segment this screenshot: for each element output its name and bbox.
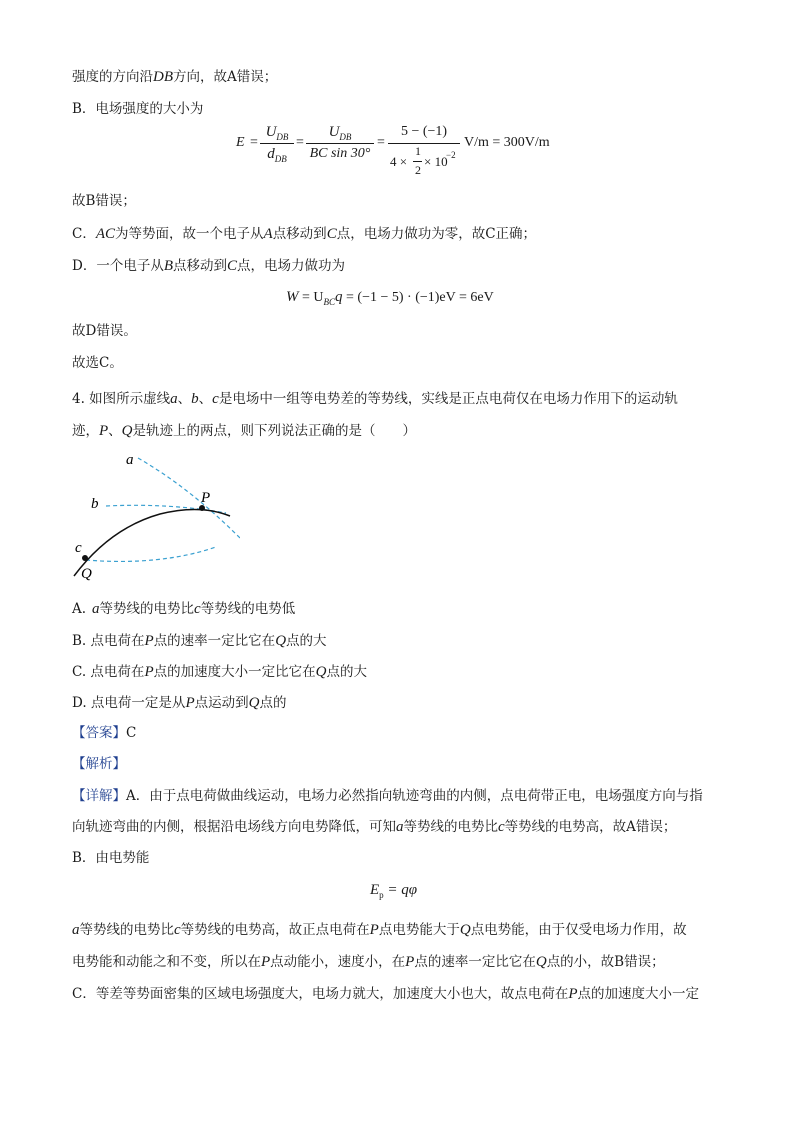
label-P: P [201,490,211,506]
var: P [144,664,154,680]
option-D [72,694,286,712]
var: Q [248,695,260,711]
text: 点运动到 [194,695,249,711]
text: B．由电势能 [72,850,150,866]
sub: DB [339,131,352,142]
text: 是电场中一组等电势差的等势线，实线是正点电荷仅在电场力作用下的运动轨 [218,391,678,407]
option-C [72,663,367,681]
text: 点电势能大于 [378,922,460,938]
var: a [396,819,404,835]
var: P [144,633,154,649]
var: P [261,954,271,970]
frac2-den: BC sin 30° [309,146,371,161]
text: 点，电场力做功为零，故C正确； [336,226,537,242]
var: c [498,819,505,835]
equation-potential-energy [370,882,417,900]
var: C [227,258,238,274]
text: 点，电场力做功为 [237,258,346,274]
text: 强度的方向沿 [72,69,153,85]
text: 点的大 [326,664,367,680]
detail-line-6 [72,985,699,1003]
line-5 [72,257,345,275]
var: P [369,922,379,938]
var: a [92,601,100,617]
text: 等势线的电势高，故正点电荷在 [180,922,370,938]
answer-line [72,724,136,742]
var: AC [95,226,116,242]
point-Q [82,555,88,561]
var: C [326,226,337,242]
text: 等势线的电势高，故A错误； [504,819,677,835]
var: a [170,391,178,407]
var: B [163,258,173,274]
trajectory-curve [74,509,230,576]
eq-sign: = [296,135,304,150]
var: Q [315,664,327,680]
text: 等势线的电势低 [200,601,296,617]
text: 点移动到 [173,258,227,274]
line-7 [72,354,123,372]
dashed-line-a [138,458,240,538]
text: 等势线的电势比 [99,601,195,617]
option-B [72,632,327,650]
text: C．等差等势面密集的区域电场强度大，电场力就大，加速度大小也大，故点电荷在 [72,986,569,1002]
text: 迹， [72,423,99,439]
text: 点的速率一定比它在 [153,633,276,649]
eq-E: E [236,135,245,150]
text: 点的 [259,695,287,711]
var: Q [535,954,547,970]
text: 点动能小，速度小，在 [270,954,406,970]
answer-label: 【答案】 [72,725,126,741]
question-4-line-1 [72,390,678,408]
text: 点移动到 [272,226,327,242]
text: 故选C。 [72,355,123,371]
text: 故D错误。 [72,323,137,339]
analysis-line [72,755,126,773]
text: 为等势面，故一个电子从 [115,226,264,242]
text: 方向，故A错误； [173,69,278,85]
text: B. 点电荷在 [72,633,145,649]
var: Q [275,633,287,649]
var: c [194,601,201,617]
text: = U [298,290,324,305]
U: U [265,124,277,140]
text: 点的加速度大小一定 [577,986,700,1002]
text: 点的速率一定比它在 [414,954,536,970]
label-c: c [75,540,82,556]
text: 点的小，故B错误； [546,954,665,970]
frac3-den-a: 4 × [390,154,408,169]
text: 等势线的电势比 [79,922,174,938]
text: 点电势能，由于仅受电场力作用，故 [470,922,687,938]
var: A [263,226,273,242]
label-b: b [91,496,99,512]
var: c [212,391,219,407]
q: q [335,289,343,305]
var: P [568,986,578,1002]
frac3-bar [388,143,460,144]
text: C． [72,226,96,242]
question-4-line-2 [72,422,416,440]
label-Q: Q [81,566,92,582]
half-num: 1 [415,144,421,158]
line-1 [72,68,277,86]
line-2 [72,100,203,118]
frac1-den [260,146,294,164]
text: 点的加速度大小一定比它在 [153,664,316,680]
half-den: 2 [415,163,421,177]
detail-line-1 [72,787,703,805]
W: W [286,289,299,305]
equipotential-figure [70,448,240,588]
sub: DB [274,153,287,164]
line-4 [72,225,536,243]
detail-label: 【详解】 [72,788,126,804]
text: 电势能和动能之和不变，所以在 [72,954,261,970]
text: D. 点电荷一定是从 [72,695,186,711]
var: c [174,922,181,938]
var: b [191,391,199,407]
sub: DB [276,131,289,142]
U: U [328,124,340,140]
answer-value: C [126,725,137,741]
line-6 [72,322,137,340]
var: P [99,423,109,439]
text: D．一个电子从 [72,258,164,274]
text: 4. 如图所示虚线 [72,391,171,407]
E: E [370,882,380,898]
text: A．由于点电荷做曲线运动，电场力必然指向轨迹弯曲的内侧，点电荷带正电，电场强度方向与指 [126,788,703,804]
frac2-bar [306,143,374,144]
text: B．电场强度的大小为 [72,101,204,117]
text: C. 点电荷在 [72,664,145,680]
text: 故B错误； [72,193,136,209]
var-DB: DB [153,69,173,85]
text: 向轨迹弯曲的内侧，根据沿电场线方向电势降低，可知 [72,819,396,835]
var: Q [121,423,133,439]
frac1-bar [260,143,294,144]
detail-line-5 [72,953,665,971]
frac3-den-b: × 10 [424,154,448,169]
d: d [267,146,275,162]
equation-work [286,289,494,307]
detail-line-3 [72,849,149,867]
sub: p [379,889,384,900]
half-bar [413,161,422,162]
sub: BC [323,296,336,307]
text: 、 [177,391,192,407]
var: a [72,922,80,938]
detail-line-2 [72,818,676,836]
eq-sign: = [377,135,385,150]
text: 点的大 [286,633,327,649]
frac3-num: 5 − (−1) [400,124,448,139]
line-3 [72,192,136,210]
eq-sign: = [250,135,258,150]
var: Q [459,922,471,938]
text: = qφ [383,882,418,898]
detail-line-4 [72,921,687,939]
text: 、 [108,423,122,439]
frac2-num [306,124,374,142]
text: 等势线的电势比 [403,819,498,835]
var: P [185,695,195,711]
label-a: a [126,452,134,468]
option-A [72,600,295,618]
text: 、 [198,391,213,407]
text: = (−1 − 5) · (−1)eV = 6eV [342,290,494,305]
eq-result: V/m = 300V/m [464,135,550,150]
dashed-line-c [86,547,216,561]
text: 是轨迹上的两点，则下列说法正确的是（ ） [132,423,417,439]
text: A. [72,601,87,617]
frac3-den-exp: −2 [446,150,456,160]
frac1-num [260,124,294,142]
var: P [405,954,415,970]
analysis-label: 【解析】 [72,756,126,772]
